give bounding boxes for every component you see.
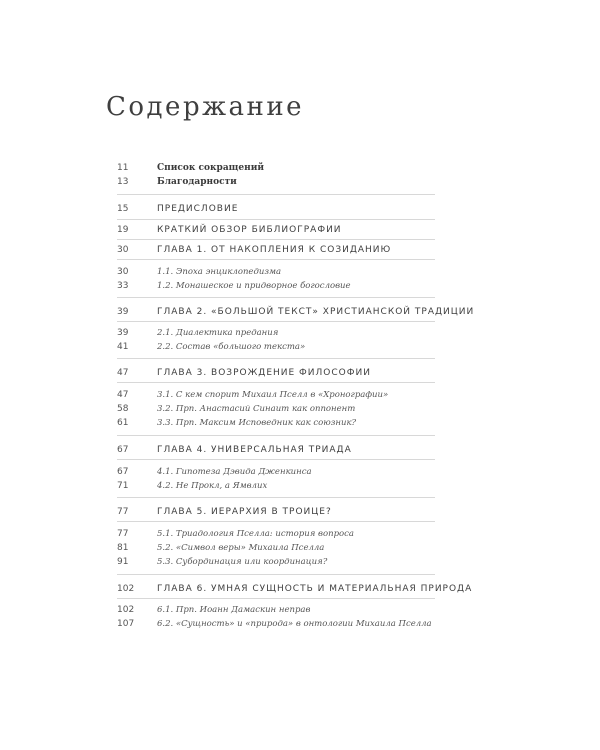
entry-title: ПРЕДИСЛОВИЕ	[157, 204, 239, 214]
section-title: 3.1. С кем спорит Михаил Пселл в «Хронографии»	[157, 390, 389, 400]
toc-section-4-2[interactable]	[0, 479, 600, 495]
section-title: 5.2. «Символ веры» Михаила Пселла	[157, 543, 325, 553]
page-number: 47	[117, 390, 129, 400]
page-number: 81	[117, 543, 129, 553]
divider	[117, 321, 435, 322]
page-number: 11	[117, 163, 129, 173]
page-number: 67	[117, 445, 129, 455]
page-number: 102	[117, 584, 135, 594]
toc-section-1-2[interactable]	[0, 279, 600, 295]
page-number: 77	[117, 529, 129, 539]
page-number: 102	[117, 605, 135, 615]
page-number: 67	[117, 467, 129, 477]
section-title: 2.1. Диалектика предания	[157, 328, 279, 338]
toc-chapter-4[interactable]	[0, 443, 600, 459]
page-number: 30	[117, 245, 129, 255]
divider	[117, 598, 435, 599]
section-title: 2.2. Состав «большого текста»	[157, 342, 306, 352]
section-title: 6.2. «Сущность» и «природа» в онтологии Михаила Пселла	[157, 619, 432, 629]
toc-chapter-6[interactable]	[0, 582, 600, 598]
chapter-title: ГЛАВА 1. ОТ НАКОПЛЕНИЯ К СОЗИДАНИЮ	[157, 245, 392, 255]
page-number: 91	[117, 557, 129, 567]
toc-section-5-3[interactable]	[0, 555, 600, 571]
page-number: 77	[117, 507, 129, 517]
section-title: 1.1. Эпоха энциклопедизма	[157, 267, 282, 277]
page-number: 19	[117, 225, 129, 235]
entry-title: КРАТКИЙ ОБЗОР БИБЛИОГРАФИИ	[157, 225, 342, 235]
page-number: 13	[117, 177, 129, 187]
page-number: 15	[117, 204, 129, 214]
page-number: 39	[117, 307, 129, 317]
section-title: 4.2. Не Прокл, а Ямвлих	[157, 481, 268, 491]
page-number: 71	[117, 481, 129, 491]
page-number: 41	[117, 342, 129, 352]
section-title: 4.1. Гипотеза Дэвида Дженкинса	[157, 467, 312, 477]
toc-entry-preface[interactable]	[0, 202, 600, 218]
toc-entry-bibliography-review[interactable]	[0, 223, 600, 239]
toc-entry-acknowledgements[interactable]	[0, 175, 600, 191]
section-title: 1.2. Монашеское и придворное богословие	[157, 281, 351, 291]
section-title: 3.3. Прп. Максим Исповедник как союзник?	[157, 418, 357, 428]
divider	[117, 259, 435, 260]
chapter-title: ГЛАВА 3. ВОЗРОЖДЕНИЕ ФИЛОСОФИИ	[157, 368, 371, 378]
divider	[117, 219, 435, 220]
divider	[117, 521, 435, 522]
divider	[117, 435, 435, 436]
page-number: 58	[117, 404, 129, 414]
page-number: 39	[117, 328, 129, 338]
divider	[117, 297, 435, 298]
toc-section-6-2[interactable]	[0, 617, 600, 633]
divider	[117, 194, 435, 195]
toc-chapter-3[interactable]	[0, 366, 600, 382]
page-number: 47	[117, 368, 129, 378]
divider	[117, 358, 435, 359]
section-title: 6.1. Прп. Иоанн Дамаскин неправ	[157, 605, 311, 615]
section-title: 3.2. Прп. Анастасий Синаит как оппонент	[157, 404, 356, 414]
entry-title: Список сокращений	[157, 163, 265, 173]
toc-chapter-2[interactable]	[0, 305, 600, 321]
chapter-title: ГЛАВА 4. УНИВЕРСАЛЬНАЯ ТРИАДА	[157, 445, 352, 455]
page-number: 33	[117, 281, 129, 291]
section-title: 5.3. Субординация или координация?	[157, 557, 328, 567]
toc-section-2-2[interactable]	[0, 340, 600, 356]
chapter-title: ГЛАВА 5. ИЕРАРХИЯ В ТРОИЦЕ?	[157, 507, 332, 517]
divider	[117, 497, 435, 498]
page-title: Содержание	[106, 92, 305, 122]
toc-chapter-5[interactable]	[0, 505, 600, 521]
section-title: 5.1. Триадология Пселла: история вопроса	[157, 529, 354, 539]
divider	[117, 239, 435, 240]
page-number: 30	[117, 267, 129, 277]
chapter-title: ГЛАВА 6. УМНАЯ СУЩНОСТЬ И МАТЕРИАЛЬНАЯ ПРИРОДА	[157, 584, 473, 594]
divider	[117, 574, 435, 575]
page-number: 107	[117, 619, 135, 629]
divider	[117, 382, 435, 383]
toc-chapter-1[interactable]	[0, 243, 600, 259]
page-number: 61	[117, 418, 129, 428]
divider	[117, 459, 435, 460]
entry-title: Благодарности	[157, 177, 237, 187]
chapter-title: ГЛАВА 2. «БОЛЬШОЙ ТЕКСТ» ХРИСТИАНСКОЙ ТРАДИЦИИ	[157, 307, 475, 317]
toc-section-3-3[interactable]	[0, 416, 600, 432]
